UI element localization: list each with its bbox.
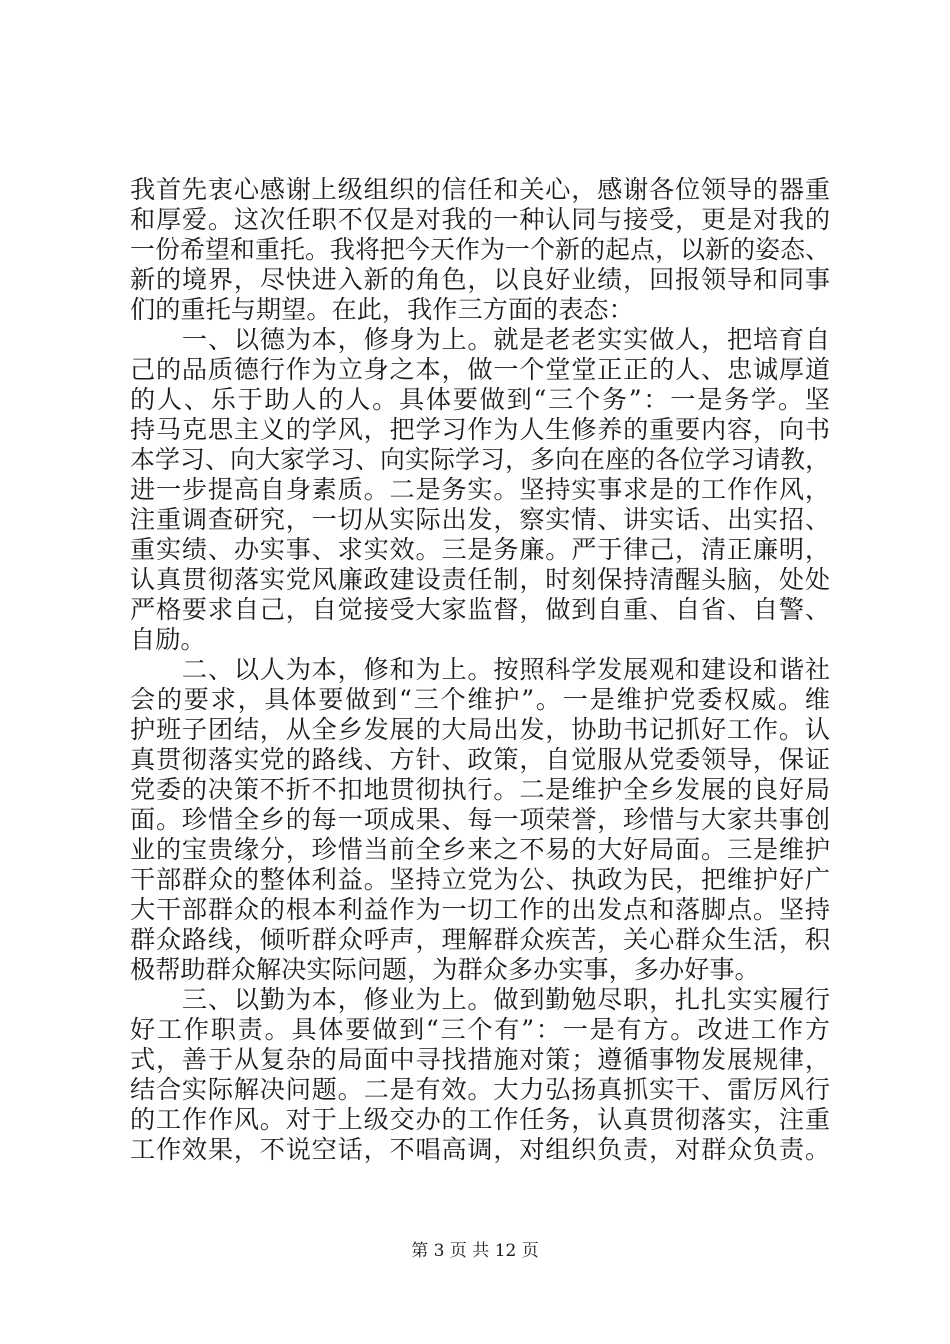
document-line: 新的境界，尽快进入新的角色，以良好业绩，回报领导和同事 bbox=[130, 265, 830, 294]
document-line: 重实绩、办实事、求实效。三是务廉。严于律己，清正廉明， bbox=[130, 535, 830, 564]
document-line: 持马克思主义的学风，把学习作为人生修养的重要内容，向书 bbox=[130, 415, 830, 444]
document-line: 注重调查研究，一切从实际出发，察实情、讲实话、出实招、 bbox=[130, 505, 830, 534]
document-line: 进一步提高自身素质。二是务实。坚持实事求是的工作作风， bbox=[130, 475, 830, 504]
document-line: 我首先衷心感谢上级组织的信任和关心，感谢各位领导的器重 bbox=[130, 175, 830, 204]
document-line: 大干部群众的根本利益作为一切工作的出发点和落脚点。坚持 bbox=[130, 895, 830, 924]
document-line: 己的品质德行作为立身之本，做一个堂堂正正的人、忠诚厚道 bbox=[130, 355, 830, 384]
document-line: 严格要求自己，自觉接受大家监督，做到自重、自省、自警、 bbox=[130, 595, 830, 624]
document-line: 的人、乐于助人的人。具体要做到“三个务”：一是务学。坚 bbox=[130, 385, 830, 414]
document-line: 认真贯彻落实党风廉政建设责任制，时刻保持清醒头脑，处处 bbox=[130, 565, 830, 594]
document-line: 护班子团结，从全乡发展的大局出发，协助书记抓好工作。认 bbox=[130, 715, 830, 744]
document-line: 一、以德为本，修身为上。就是老老实实做人，把培育自 bbox=[130, 325, 830, 354]
document-body bbox=[130, 175, 830, 1165]
document-line: 自励。 bbox=[130, 625, 206, 654]
document-line: 面。珍惜全乡的每一项成果、每一项荣誉，珍惜与大家共事创 bbox=[130, 805, 830, 834]
document-line: 本学习、向大家学习、向实际学习，多向在座的各位学习请教， bbox=[130, 445, 830, 474]
document-line: 一份希望和重托。我将把今天作为一个新的起点，以新的姿态、 bbox=[130, 235, 830, 264]
document-line: 极帮助群众解决实际问题，为群众多办实事，多办好事。 bbox=[130, 955, 760, 984]
document-line: 式，善于从复杂的局面中寻找措施对策；遵循事物发展规律， bbox=[130, 1045, 830, 1074]
document-line: 好工作职责。具体要做到“三个有”：一是有方。改进工作方 bbox=[130, 1015, 830, 1044]
document-line: 三、以勤为本，修业为上。做到勤勉尽职，扎扎实实履行 bbox=[130, 985, 830, 1014]
document-line: 结合实际解决问题。二是有效。大力弘扬真抓实干、雷厉风行 bbox=[130, 1075, 830, 1104]
document-line: 真贯彻落实党的路线、方针、政策，自觉服从党委领导，保证 bbox=[130, 745, 830, 774]
document-line: 工作效果，不说空话，不唱高调，对组织负责，对群众负责。 bbox=[130, 1135, 830, 1164]
document-line: 的工作作风。对于上级交办的工作任务，认真贯彻落实，注重 bbox=[130, 1105, 830, 1134]
page-footer: 第 3 页 共 12 页 bbox=[411, 1241, 539, 1261]
document-line: 会的要求，具体要做到“三个维护”。一是维护党委权威。维 bbox=[130, 685, 830, 714]
document-line: 们的重托与期望。在此，我作三方面的表态： bbox=[130, 295, 634, 324]
document-line: 干部群众的整体利益。坚持立党为公、执政为民，把维护好广 bbox=[130, 865, 830, 894]
document-line: 党委的决策不折不扣地贯彻执行。二是维护全乡发展的良好局 bbox=[130, 775, 830, 804]
document-line: 和厚爱。这次任职不仅是对我的一种认同与接受，更是对我的 bbox=[130, 205, 830, 234]
document-line: 二、以人为本，修和为上。按照科学发展观和建设和谐社 bbox=[130, 655, 830, 684]
document-line: 群众路线，倾听群众呼声，理解群众疾苦，关心群众生活，积 bbox=[130, 925, 830, 954]
document-line: 业的宝贵缘分，珍惜当前全乡来之不易的大好局面。三是维护 bbox=[130, 835, 830, 864]
